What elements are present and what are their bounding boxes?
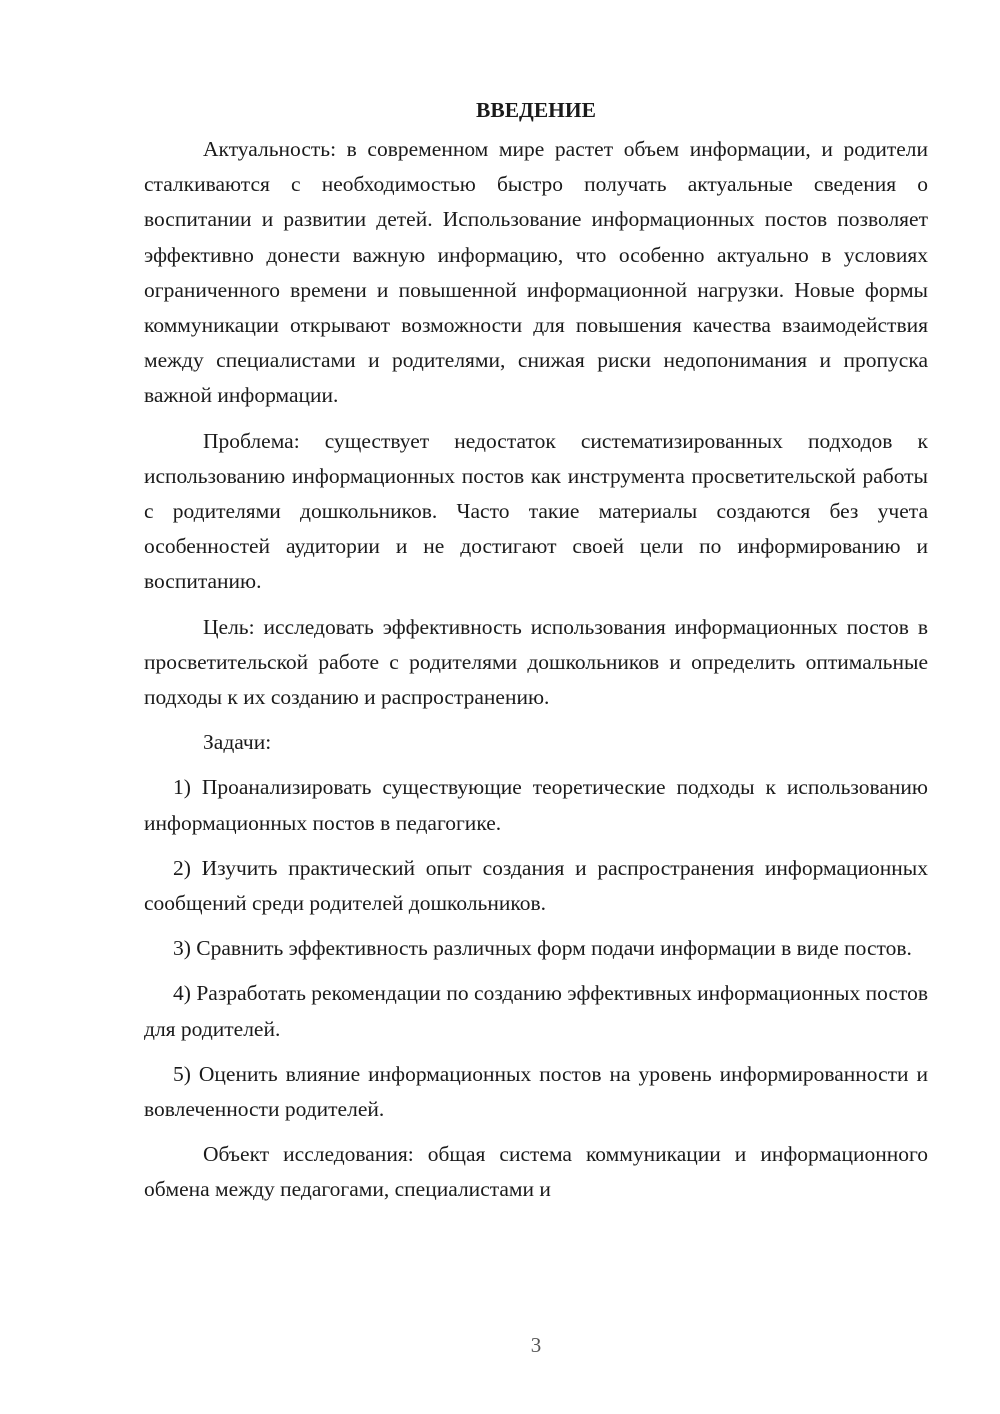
- paragraph-problem: Проблема: существует недостаток систематизированных подходов к использованию информационных постов как инструмента просветительской работы с родителями дошкольников. Часто такие материалы создаются без учета особенностей аудитории и не достигают своей цели по информированию и воспитанию.: [144, 428, 928, 594]
- task-item-5: 5) Оценить влияние информационных постов на уровень информированности и вовлеченности родителей.: [144, 1061, 928, 1122]
- task-item-1: 1) Проанализировать существующие теоретические подходы к использованию информационных постов в педагогике.: [144, 775, 928, 835]
- task-item-3: 3) Сравнить эффективность различных форм подачи информации в виде постов.: [173, 936, 912, 961]
- section-title: ВВЕДЕНИЕ: [476, 98, 596, 122]
- paragraph-goal: Цель: исследовать эффективность использования информационных постов в просветительской работе с родителями дошкольников и определить оптимальные подходы к их созданию и распространению.: [144, 614, 928, 710]
- paragraph-relevance: Актуальность: в современном мире растет объем информации, и родители сталкиваются с необходимостью быстро получать актуальные сведения о воспитании и развитии детей. Использование информационных постов позволяет эффективно донести важную информацию, что особенно актуально в условиях ограниченного времени и повышенной информационной нагрузки. Новые формы коммуникации открывают возможности для повышения качества взаимодействия между специалистами и родителями, снижая риски недопонимания и пропуска важной информации.: [144, 137, 928, 408]
- page-body: [144, 92, 928, 1208]
- page-number: 3: [530, 1333, 542, 1357]
- paragraph-object: Объект исследования: общая система коммуникации и информационного обмена между педагогами, специалистами и: [144, 1142, 928, 1202]
- task-item-4: 4) Разработать рекомендации по созданию эффективных информационных постов для родителей.: [144, 981, 928, 1041]
- task-item-2: 2) Изучить практический опыт создания и распространения информационных сообщений среди родителей дошкольников.: [144, 855, 928, 916]
- tasks-heading: Задачи:: [203, 730, 272, 755]
